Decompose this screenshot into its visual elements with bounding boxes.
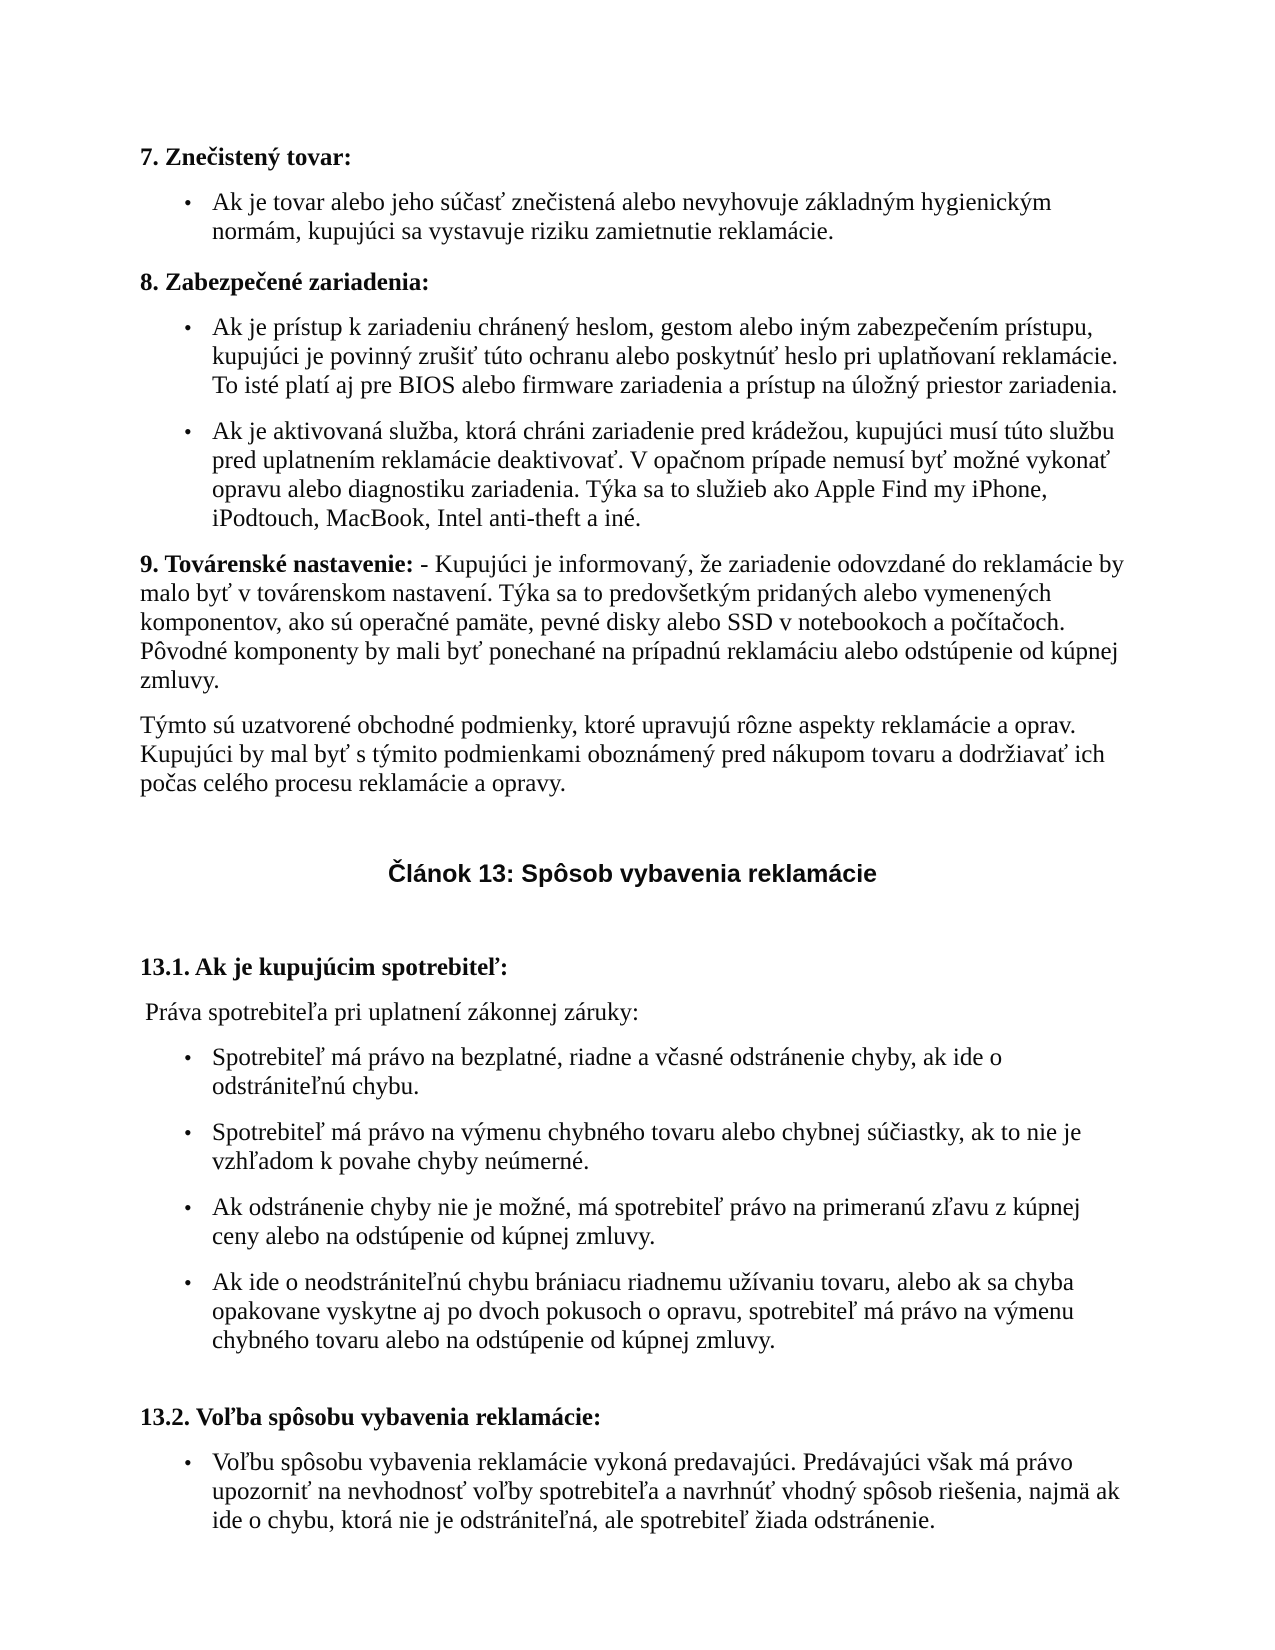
- list-item-text: Voľbu spôsobu vybavenia reklamácie vykoná predavajúci. Predávajúci však má právo upozorniť na nevhodnosť voľby spotrebiteľa a navrhnúť vhodný spôsob riešenia, najmä ak ide o chybu, ktorá nie je odstrániteľná, ale spotrebiteľ žiada odstránenie.: [212, 1449, 1120, 1534]
- list-item: [184, 1043, 1125, 1101]
- list-item-text: Ak je tovar alebo jeho súčasť znečistená alebo nevyhovuje základným hygienickým normám, kupujúci sa vystavuje riziku zamietnutie reklamácie.: [212, 189, 1052, 245]
- section-9-tovarenske-nastavenie: [140, 550, 1125, 695]
- section-13-1-spotrebitel: [140, 953, 1125, 1355]
- list-item: [184, 1193, 1125, 1251]
- section-7-bullet-list: [140, 188, 1125, 246]
- list-item: [184, 417, 1125, 533]
- section-9-body-text: - Kupujúci je informovaný, že zariadenie odovzdané do reklamácie by malo byť v továrenskom nastavení. Týka sa to predovšetkým pridaných alebo vymenených komponentov, ako sú operačné pamäte, pevné disky alebo SSD v notebookoch a počítačoch. Pôvodné komponenty by mali byť ponechané na prípadnú reklamáciu alebo odstúpenie od kúpnej zmluvy.: [140, 551, 1125, 694]
- section-9-lead: 9. Továrenské nastavenie:: [140, 551, 414, 578]
- list-item-text: Spotrebiteľ má právo na výmenu chybného tovaru alebo chybnej súčiastky, ak to nie je vzhľadom k povahe chyby neúmerné.: [212, 1119, 1082, 1175]
- section-13-1-heading: 13.1. Ak je kupujúcim spotrebiteľ:: [140, 954, 509, 981]
- section-13-1-intro: Práva spotrebiteľa pri uplatnení zákonnej záruky:: [145, 999, 640, 1026]
- section-13-2-volba-sposobu: [140, 1403, 1125, 1535]
- list-item-text: Ak je aktivovaná služba, ktorá chráni zariadenie pred krádežou, kupujúci musí túto službu pred uplatnením reklamácie deaktivovať. V opačnom prípade nemusí byť možné vykonať opravu alebo diagnostiku zariadenia. Týka sa to služieb ako Apple Find my iPhone, iPodtouch, MacBook, Intel anti-theft a iné.: [212, 418, 1115, 532]
- list-item: [184, 1268, 1125, 1355]
- list-item: [184, 1118, 1125, 1176]
- bullet-icon: •: [184, 190, 192, 215]
- section-13-2-bullet-list: [140, 1448, 1125, 1535]
- section-7-heading: 7. Znečistený tovar:: [140, 144, 352, 171]
- section-8-zabezpecene-zariadenia: [140, 268, 1125, 533]
- article-13-title: Článok 13: Spôsob vybavenia reklamácie: [387, 860, 878, 888]
- list-item-text: Spotrebiteľ má právo na bezplatné, riadne a včasné odstránenie chyby, ak ide o odstrániteľnú chybu.: [212, 1044, 1003, 1100]
- bullet-icon: •: [184, 1120, 192, 1145]
- bullet-icon: •: [184, 419, 192, 444]
- closing-paragraph: Týmto sú uzatvorené obchodné podmienky, ktoré upravujú rôzne aspekty reklamácie a oprav. Kupujúci by mal byť s týmito podmienkami oboznámený pred nákupom tovaru a dodržiavať ich počas celého procesu reklamácie a opravy.: [140, 712, 1105, 797]
- section-13-2-heading: 13.2. Voľba spôsobu vybavenia reklamácie:: [140, 1404, 602, 1431]
- list-item: [184, 313, 1125, 400]
- bullet-icon: •: [184, 1195, 192, 1220]
- list-item: [184, 188, 1125, 246]
- section-8-bullet-list: [140, 313, 1125, 533]
- bullet-icon: •: [184, 1045, 192, 1070]
- list-item-text: Ak ide o neodstrániteľnú chybu brániacu riadnemu užívaniu tovaru, alebo ak sa chyba opakovane vyskytne aj po dvoch pokusoch o opravu, spotrebiteľ má právo na výmenu chybného tovaru alebo na odstúpenie od kúpnej zmluvy.: [212, 1269, 1075, 1354]
- section-8-heading: 8. Zabezpečené zariadenia:: [140, 269, 430, 296]
- bullet-icon: •: [184, 1450, 192, 1475]
- list-item-text: Ak odstránenie chyby nie je možné, má spotrebiteľ právo na primeranú zľavu z kúpnej ceny alebo na odstúpenie od kúpnej zmluvy.: [212, 1194, 1081, 1250]
- bullet-icon: •: [184, 315, 192, 340]
- list-item-text: Ak je prístup k zariadeniu chránený heslom, gestom alebo iným zabezpečením prístupu, kupujúci je povinný zrušiť túto ochranu alebo poskytnúť heslo pri uplatňovaní reklamácie. To isté platí aj pre BIOS alebo firmware zariadenia a prístup na úložný priestor zariadenia.: [212, 314, 1118, 399]
- section-13-1-bullet-list: [140, 1043, 1125, 1355]
- list-item: [184, 1448, 1125, 1535]
- section-7-znecisteny-tovar: [140, 143, 1125, 246]
- bullet-icon: •: [184, 1270, 192, 1295]
